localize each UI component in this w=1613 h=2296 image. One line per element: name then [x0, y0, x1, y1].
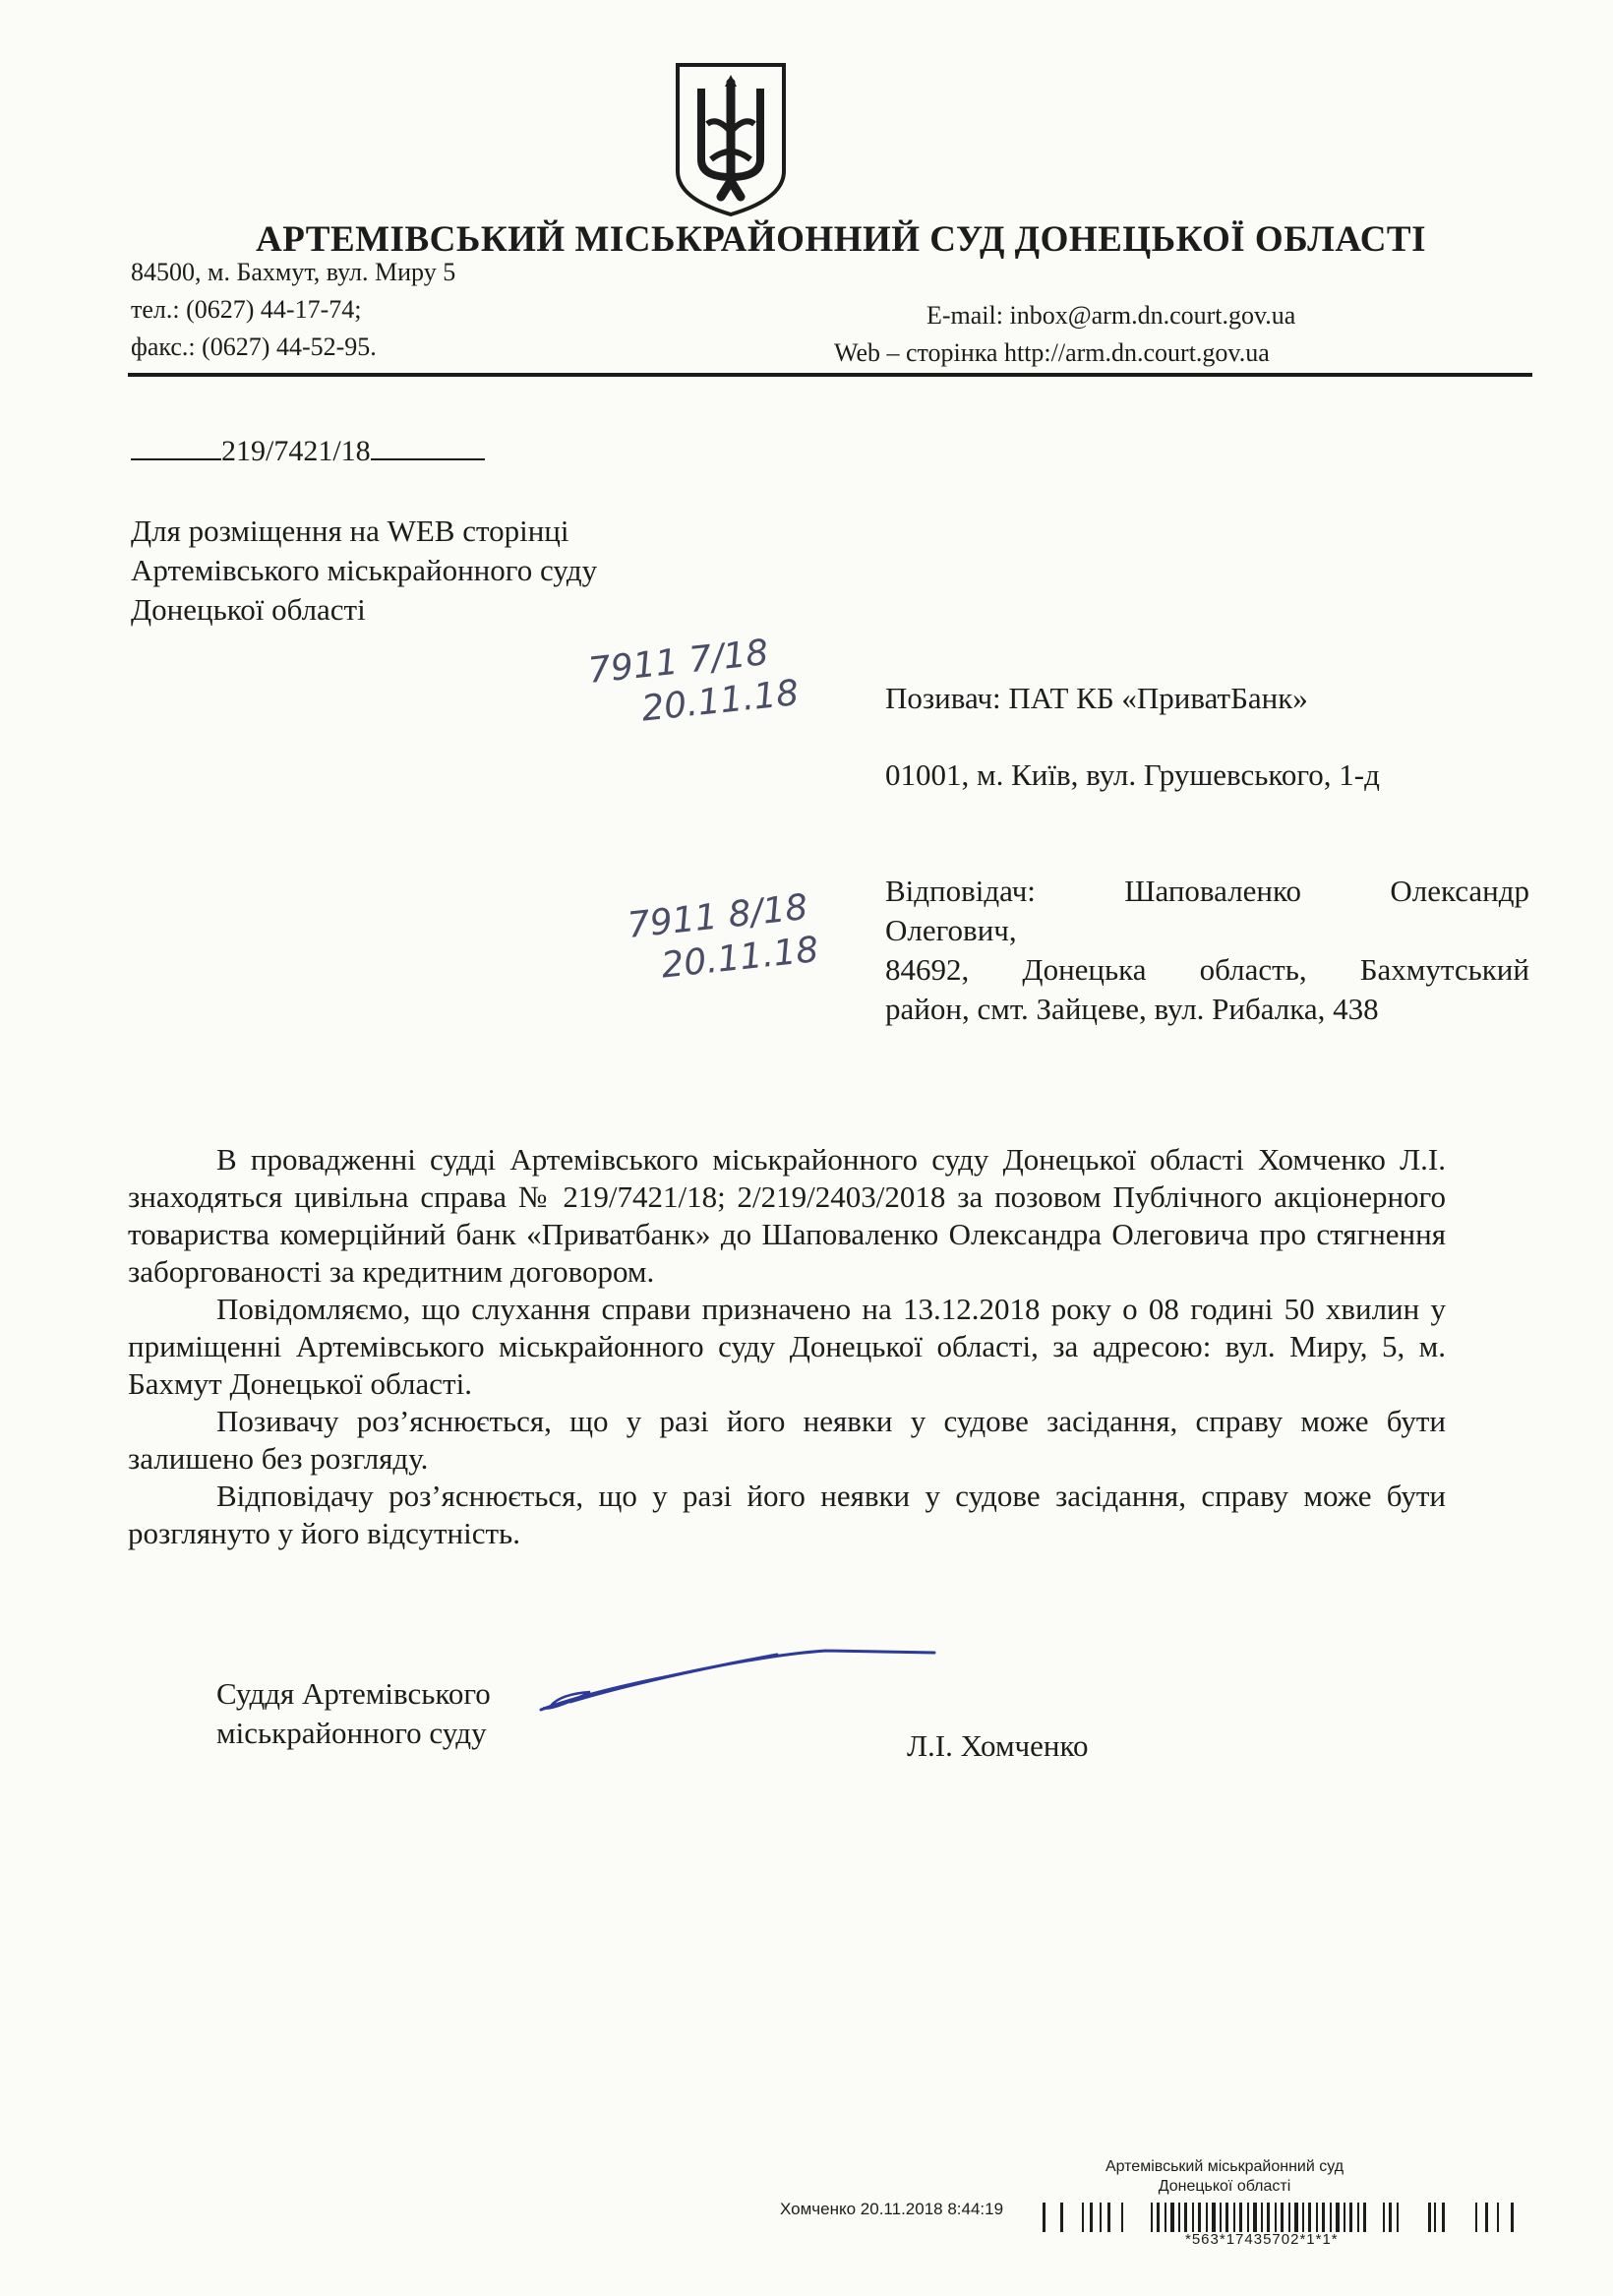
stamp-court-line: Донецької області — [1158, 2178, 1291, 2195]
stamp-court-line: Артемівський міськрайонний суд — [1105, 2158, 1344, 2175]
judge-title-line: міськрайонного суду — [216, 1716, 487, 1750]
body-paragraph: Відповідачу роз’яснюється, що у разі його неявки у судове засідання, справу може бути розглянуто у його відсутність. — [128, 1479, 1446, 1550]
defendant-line: 84692, Донецька область, Бахмутський — [885, 952, 1529, 987]
handwritten-registration-1 — [586, 629, 801, 737]
court-email: E-mail: inbox@arm.dn.court.gov.ua — [926, 301, 1296, 330]
court-website: Web – сторінка http://arm.dn.court.gov.ua — [834, 338, 1270, 367]
recipient-line: Донецької області — [131, 592, 366, 627]
plaintiff-label: Позивач: ПАТ КБ «ПриватБанк» — [885, 681, 1308, 715]
handwritten-number: 7911 8/18 — [626, 886, 810, 946]
judge-name: Л.І. Хомченко — [907, 1728, 1089, 1763]
body-paragraph: Повідомляємо, що слухання справи призначено на 13.12.2018 року о 08 годині 50 хвилин у приміщенні Артемівського міськрайонного суду Донецької області, за адресою: вул. Миру, 5, м. Бахмут Донецької області. — [128, 1292, 1446, 1401]
handwritten-number: 7911 7/18 — [586, 633, 771, 693]
handwritten-date: 20.11.18 — [639, 673, 802, 730]
defendant-block — [885, 872, 1529, 1029]
court-address: 84500, м. Бахмут, вул. Миру 5 — [131, 258, 456, 286]
barcode-icon — [1043, 2199, 1524, 2234]
header-divider — [128, 373, 1532, 377]
case-underline-left — [131, 433, 221, 460]
recipient-line: Для розміщення на WEB сторінці — [131, 514, 569, 548]
court-fax: факс.: (0627) 44-52-95. — [131, 332, 377, 361]
registry-stamp-court — [1082, 2157, 1367, 2197]
recipient-block — [131, 512, 597, 630]
case-underline-right — [371, 433, 485, 460]
recipient-line: Артемівського міськрайонного суду — [131, 553, 598, 587]
handwritten-date: 20.11.18 — [659, 930, 821, 987]
body-paragraph: В провадженні судді Артемівського міськрайонного суду Донецької області Хомченко Л.І. знаходяться цивільна справа № 219/7421/18; 2/219/2403/2018 за позовом Публічного акціонерного товариства комерційний банк «Приватбанк» до Шаповаленко Олександра Олеговича про стягнення заборгованості за кредитним договором. — [128, 1142, 1446, 1289]
body-paragraph: Позивачу роз’яснюється, що у разі його неявки у судове засідання, справу може бути залишено без розгляду. — [128, 1404, 1446, 1476]
defendant-line: Відповідач: Шаповаленко Олександр — [885, 874, 1529, 908]
defendant-line: район, смт. Зайцеве, вул. Рибалка, 438 — [885, 992, 1379, 1026]
court-phone: тел.: (0627) 44-17-74; — [131, 295, 362, 324]
coat-of-arms-icon — [672, 61, 790, 216]
barcode-text: *563*17435702*1*1* — [1185, 2231, 1339, 2248]
plaintiff-address: 01001, м. Київ, вул. Грушевського, 1-д — [885, 757, 1380, 792]
court-title: АРТЕМІВСЬКИЙ МІСЬКРАЙОННИЙ СУД ДОНЕЦЬКОЇ ОБЛАСТІ — [256, 219, 1426, 260]
judge-title — [216, 1674, 491, 1753]
registry-stamp-meta: Хомченко 20.11.2018 8:44:19 — [780, 2200, 1004, 2218]
case-number: 219/7421/18 — [221, 435, 371, 467]
case-number-line — [131, 433, 485, 468]
notice-body — [128, 1141, 1446, 1552]
handwritten-signature-icon — [531, 1633, 944, 1722]
defendant-line: Олегович, — [885, 913, 1017, 947]
judge-title-line: Суддя Артемівського — [216, 1676, 491, 1711]
handwritten-registration-2 — [626, 885, 820, 991]
